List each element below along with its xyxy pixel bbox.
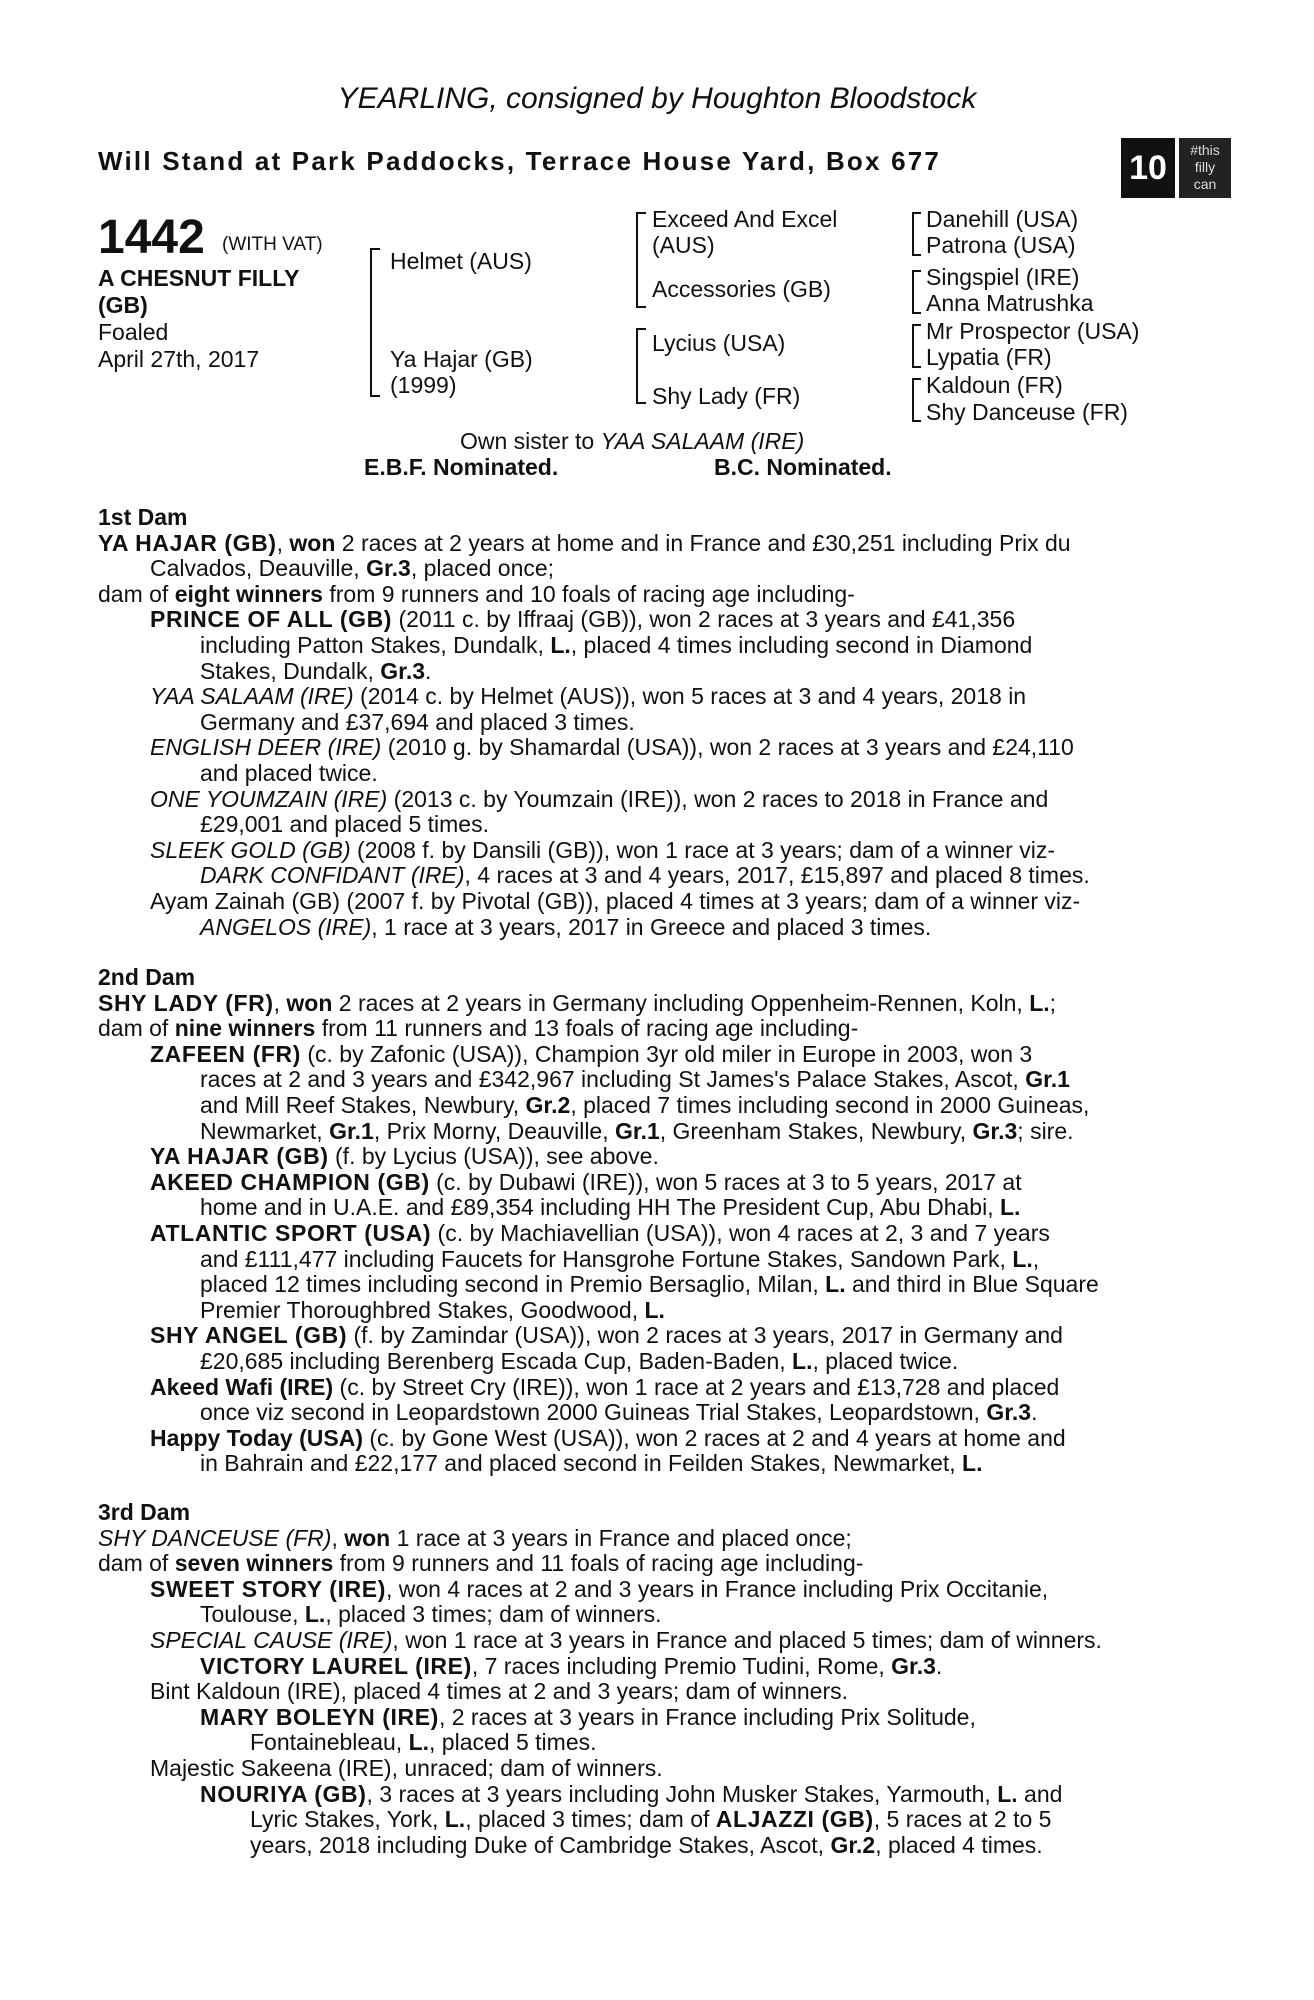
- consignment-line: YEARLING, consigned by Houghton Bloodstock: [337, 82, 977, 115]
- t: races at 2 and 3 years and £342,967 including St James's Palace Stakes, Ascot,: [200, 1066, 1026, 1093]
- t: 1 race at 3 years in France and placed once;: [390, 1524, 852, 1551]
- t: , won 1 race at 3 years in France and placed 5 times; dam of winners.: [392, 1626, 1102, 1653]
- t: , Greenham Stakes, Newbury,: [659, 1117, 973, 1144]
- t: Gr.3: [891, 1652, 936, 1679]
- t: and: [1017, 1780, 1063, 1807]
- t: from 9 runners and 10 foals of racing age including-: [322, 580, 855, 607]
- t: and third in Blue Square: [845, 1271, 1099, 1298]
- t: ,: [273, 989, 287, 1016]
- t: eight winners: [174, 580, 323, 607]
- t: , placed 5 times.: [429, 1729, 597, 1756]
- t: Gr.1: [615, 1117, 660, 1144]
- dam-line: [98, 991, 1208, 1017]
- progeny-line: [98, 1042, 1208, 1068]
- stand-location: Will Stand at Park Paddocks, Terrace House Yard, Box 677: [98, 146, 942, 176]
- bc-nomination: B.C. Nominated.: [714, 454, 892, 480]
- t: once viz second in Leopardstown 2000 Guineas Trial Stakes, Leopardstown,: [200, 1399, 987, 1426]
- progeny-line: [98, 863, 1208, 889]
- progeny-line: [98, 1451, 1208, 1477]
- t: Premier Thoroughbred Stakes, Goodwood,: [200, 1296, 645, 1323]
- t: including Patton Stakes, Dundalk,: [200, 631, 551, 658]
- t: , placed 7 times including second in 2000 Guineas,: [570, 1091, 1090, 1118]
- t: L.: [999, 1194, 1021, 1221]
- progeny-line: [98, 1272, 1208, 1298]
- pedigree-dam-sire: Lycius (USA): [652, 330, 786, 356]
- progeny-line: [98, 735, 1208, 761]
- t: .: [425, 657, 432, 684]
- progeny-line: Germany and £37,694 and placed 3 times.: [200, 708, 635, 735]
- progeny-line: [98, 838, 1208, 864]
- progeny-name: ZAFEEN (FR): [150, 1040, 301, 1067]
- t: (2011 c. by Iffraaj (GB)), won 2 races at 3 years and £41,356: [392, 606, 1016, 633]
- pedigree-ddd: Shy Danceuse (FR): [926, 399, 1128, 425]
- foaled-date: April 27th, 2017: [98, 346, 260, 372]
- second-dam-section: [98, 965, 1208, 1477]
- t: (f. by Lycius (USA)), see above.: [328, 1143, 659, 1170]
- pedigree-dsd: Lypatia (FR): [926, 344, 1052, 370]
- own-sister-name: YAA SALAAM (IRE): [600, 428, 805, 454]
- t: dam of: [98, 1550, 175, 1577]
- dam-name: SHY LADY (FR): [98, 989, 274, 1016]
- progeny-line: [98, 684, 1208, 710]
- progeny-name: ALJAZZI (GB): [715, 1806, 874, 1833]
- t: , placed twice.: [812, 1347, 959, 1374]
- progeny-line: [98, 1730, 1208, 1756]
- t: in Bahrain and £22,177 and placed second in Feilden Stakes, Newmarket,: [200, 1450, 963, 1477]
- t: seven winners: [174, 1550, 334, 1577]
- progeny-name: SLEEK GOLD (GB): [150, 836, 351, 863]
- t: Lyric Stakes, York,: [250, 1806, 445, 1833]
- progeny-name: SPECIAL CAUSE (IRE): [150, 1626, 393, 1653]
- t: Gr.2: [830, 1831, 876, 1858]
- t: and £111,477 including Faucets for Hansgrohe Fortune Stakes, Sandown Park,: [200, 1245, 1013, 1272]
- progeny-name: ONE YOUMZAIN (IRE): [150, 785, 388, 812]
- progeny-line: and placed twice.: [200, 759, 378, 786]
- progeny-name: AKEED CHAMPION (GB): [150, 1168, 430, 1195]
- lot-description: A CHESNUT FILLY: [98, 265, 300, 291]
- own-sister-prefix: Own sister to: [460, 428, 601, 454]
- progeny-line: [98, 659, 1208, 685]
- t: , 5 races at 2 to 5: [873, 1806, 1052, 1833]
- progeny-name: DARK CONFIDANT (IRE): [200, 862, 465, 889]
- pedigree-sdd: Anna Matrushka: [926, 290, 1094, 316]
- t: , 3 races at 3 years including John Musker Stakes, Yarmouth,: [366, 1780, 998, 1807]
- t: , placed 3 times; dam of winners.: [325, 1601, 662, 1628]
- t: ; sire.: [1017, 1117, 1074, 1144]
- progeny-line: Majestic Sakeena (IRE), unraced; dam of winners.: [150, 1754, 663, 1781]
- progeny-name: ENGLISH DEER (IRE): [150, 734, 382, 761]
- progeny-line: [98, 1577, 1208, 1603]
- progeny-line: [98, 1833, 1208, 1859]
- t: ;: [1049, 989, 1057, 1016]
- t: and Mill Reef Stakes, Newbury,: [200, 1091, 526, 1118]
- t: , 7 races including Premio Tudini, Rome,: [471, 1652, 892, 1679]
- progeny-line: [98, 1119, 1208, 1145]
- progeny-line: [98, 1067, 1208, 1093]
- progeny-line: [98, 1602, 1208, 1628]
- t: 2 races at 2 years in Germany including Oppenheim-Rennen, Koln,: [332, 989, 1030, 1016]
- dam-line: [98, 582, 1208, 608]
- progeny-line: Ayam Zainah (GB) (2007 f. by Pivotal (GB)), placed 4 times at 3 years; dam of a winner viz-: [150, 887, 1081, 914]
- progeny-line: [98, 1426, 1208, 1452]
- progeny-line: [98, 1247, 1208, 1273]
- ebf-nomination: E.B.F. Nominated.: [364, 454, 559, 480]
- progeny-line: [98, 633, 1208, 659]
- lot-number: 1442: [98, 211, 205, 264]
- progeny-name: Akeed Wafi (IRE): [150, 1373, 334, 1400]
- pedigree-sds: Singspiel (IRE): [926, 264, 1080, 290]
- progeny-name: SWEET STORY (IRE): [150, 1575, 386, 1602]
- t: (c. by Dubawi (IRE)), won 5 races at 3 to 5 years, 2017 at: [429, 1168, 1022, 1195]
- progeny-line: [98, 1195, 1208, 1221]
- t: , 2 races at 3 years in France including Prix Solitude,: [438, 1703, 976, 1730]
- progeny-line: Bint Kaldoun (IRE), placed 4 times at 2 and 3 years; dam of winners.: [150, 1678, 849, 1705]
- t: .: [1031, 1399, 1038, 1426]
- t: from 9 runners and 11 foals of racing age including-: [333, 1550, 864, 1577]
- t: (c. by Zafonic (USA)), Champion 3yr old miler in Europe in 2003, won 3: [300, 1040, 1033, 1067]
- progeny-line: [98, 607, 1208, 633]
- dam-line: [98, 1551, 1208, 1577]
- pedigree-dam-year: (1999): [390, 372, 457, 398]
- first-dam-section: [98, 505, 1208, 940]
- t: L.: [1012, 1245, 1033, 1272]
- t: (f. by Zamindar (USA)), won 2 races at 3 years, 2017 in Germany and: [347, 1322, 1063, 1349]
- progeny-line: £29,001 and placed 5 times.: [200, 811, 489, 838]
- t: Gr.1: [329, 1117, 374, 1144]
- t: £20,685 including Berenberg Escada Cup, Baden-Baden,: [200, 1347, 793, 1374]
- progeny-name: VICTORY LAUREL (IRE): [200, 1652, 472, 1679]
- t: ,: [331, 1524, 345, 1551]
- section-heading: 3rd Dam: [98, 1499, 191, 1525]
- badge-text-1: #this: [1190, 142, 1220, 158]
- progeny-line: [98, 1221, 1208, 1247]
- t: Gr.3: [380, 657, 426, 684]
- t: L.: [644, 1296, 665, 1323]
- this-filly-can-logo: [1179, 138, 1231, 198]
- t: , placed 4 times.: [875, 1831, 1043, 1858]
- dam-line: [98, 531, 1208, 557]
- ten-logo: 10: [1121, 138, 1175, 198]
- pedigree-brace: [912, 212, 921, 256]
- t: Gr.1: [1025, 1066, 1070, 1093]
- pedigree-ssd: Patrona (USA): [926, 232, 1076, 258]
- progeny-line: [98, 915, 1208, 941]
- pedigree-dam: Ya Hajar (GB): [390, 346, 533, 372]
- progeny-line: [98, 1298, 1208, 1324]
- progeny-name: PRINCE OF ALL (GB): [150, 606, 393, 633]
- pedigree-brace: [912, 378, 921, 422]
- pedigree-dam-dam: Shy Lady (FR): [652, 383, 801, 409]
- pedigree-sire-sire: Exceed And Excel: [652, 206, 838, 232]
- progeny-name: SHY ANGEL (GB): [150, 1322, 348, 1349]
- progeny-name: YAA SALAAM (IRE): [150, 683, 354, 710]
- t: Gr.3: [366, 555, 411, 582]
- t: Gr.3: [972, 1117, 1018, 1144]
- badge-text-3: can: [1193, 176, 1217, 192]
- dam-line: [98, 1016, 1208, 1042]
- pedigree-dds: Kaldoun (FR): [926, 372, 1063, 398]
- t: dam of: [98, 580, 175, 607]
- t: Toulouse,: [200, 1601, 305, 1628]
- t: , placed 4 times including second in Diamond: [570, 631, 1033, 658]
- t: Gr.3: [986, 1399, 1032, 1426]
- pedigree-brace: [636, 328, 646, 404]
- progeny-line: [98, 1400, 1208, 1426]
- t: L.: [997, 1780, 1018, 1807]
- dam-line: [98, 556, 1208, 582]
- progeny-name: NOURIYA (GB): [200, 1780, 367, 1807]
- t: ,: [276, 529, 290, 556]
- t: years, 2018 including Duke of Cambridge Stakes, Ascot,: [250, 1831, 831, 1858]
- pedigree-sire-dam: Accessories (GB): [652, 276, 831, 302]
- t: , Prix Morny, Deauville,: [373, 1117, 615, 1144]
- progeny-line: [98, 1323, 1208, 1349]
- t: Gr.2: [525, 1091, 571, 1118]
- progeny-line: [98, 1807, 1208, 1833]
- t: (2008 f. by Dansili (GB)), won 1 race at 3 years; dam of a winner viz-: [350, 836, 1056, 863]
- pedigree-dss: Mr Prospector (USA): [926, 318, 1140, 344]
- t: L.: [444, 1806, 466, 1833]
- pedigree-brace: [636, 212, 646, 308]
- hashtag-badge: [1121, 138, 1231, 198]
- t: home and in U.A.E. and £89,354 including HH The President Cup, Abu Dhabi,: [200, 1194, 1000, 1221]
- t: L.: [1029, 989, 1050, 1016]
- lot-description-country: (GB): [98, 292, 148, 318]
- t: Stakes, Dundalk,: [200, 657, 381, 684]
- third-dam-section: [98, 1500, 1208, 1858]
- t: Calvados, Deauville,: [150, 555, 367, 582]
- t: .: [935, 1652, 943, 1679]
- t: L.: [825, 1271, 846, 1298]
- pedigree-brace: [912, 324, 921, 368]
- t: 2 races at 2 years at home and in France and £30,251 including Prix du: [335, 529, 1071, 556]
- own-sister-line: [460, 428, 804, 455]
- t: L.: [408, 1729, 430, 1756]
- t: from 11 runners and 13 foals of racing age including-: [315, 1015, 859, 1042]
- progeny-line: [98, 1705, 1208, 1731]
- badge-text-2: filly: [1194, 159, 1216, 175]
- progeny-name: ATLANTIC SPORT (USA): [150, 1219, 432, 1246]
- progeny-name: Happy Today (USA): [150, 1424, 363, 1451]
- progeny-line: [98, 1144, 1208, 1170]
- t: (c. by Gone West (USA)), won 2 races at 2 and 4 years at home and: [362, 1424, 1066, 1451]
- t: won: [286, 989, 333, 1016]
- section-heading: 1st Dam: [98, 504, 188, 530]
- progeny-line: [98, 1375, 1208, 1401]
- pedigree-brace: [912, 270, 921, 314]
- t: (2014 c. by Helmet (AUS)), won 5 races at 3 and 4 years, 2018 in: [353, 683, 1027, 710]
- t: won: [344, 1524, 391, 1551]
- t: , placed once;: [410, 555, 555, 582]
- progeny-line: [98, 1170, 1208, 1196]
- t: L.: [792, 1347, 813, 1374]
- progeny-line: [98, 1093, 1208, 1119]
- t: ,: [1032, 1245, 1040, 1272]
- pedigree-sire-sire-country: (AUS): [652, 232, 715, 258]
- t: (2010 g. by Shamardal (USA)), won 2 races at 3 years and £24,110: [381, 734, 1074, 761]
- t: dam of: [98, 1015, 175, 1042]
- t: , 4 races at 3 and 4 years, 2017, £15,897 and placed 8 times.: [464, 862, 1090, 889]
- t: L.: [304, 1601, 326, 1628]
- progeny-line: [98, 1782, 1208, 1808]
- dam-name: SHY DANCEUSE (FR): [98, 1524, 332, 1551]
- t: , placed 3 times; dam of: [465, 1806, 716, 1833]
- section-heading: 2nd Dam: [98, 964, 196, 990]
- t: Newmarket,: [200, 1117, 330, 1144]
- t: L.: [962, 1450, 983, 1477]
- progeny-name: MARY BOLEYN (IRE): [200, 1703, 439, 1730]
- pedigree-brace: [370, 248, 380, 397]
- t: placed 12 times including second in Premio Bersaglio, Milan,: [200, 1271, 826, 1298]
- t: (c. by Street Cry (IRE)), won 1 race at 2 years and £13,728 and placed: [333, 1373, 1060, 1400]
- progeny-line: [98, 1628, 1208, 1654]
- foaled-label: Foaled: [98, 319, 169, 345]
- progeny-name: ANGELOS (IRE): [200, 913, 372, 940]
- lot-vat: (WITH VAT): [222, 234, 323, 255]
- t: (c. by Machiavellian (USA)), won 4 races at 2, 3 and 7 years: [431, 1219, 1050, 1246]
- t: Fontainebleau,: [250, 1729, 409, 1756]
- progeny-line: [98, 787, 1208, 813]
- pedigree-sire: Helmet (AUS): [390, 248, 532, 274]
- dam-line: [98, 1526, 1208, 1552]
- t: (2013 c. by Youmzain (IRE)), won 2 races to 2018 in France and: [387, 785, 1049, 812]
- t: , 1 race at 3 years, 2017 in Greece and placed 3 times.: [371, 913, 932, 940]
- progeny-name: YA HAJAR (GB): [150, 1143, 329, 1170]
- progeny-line: [98, 1654, 1208, 1680]
- pedigree-sss: Danehill (USA): [926, 206, 1079, 232]
- t: won: [289, 529, 336, 556]
- t: , won 4 races at 2 and 3 years in France including Prix Occitanie,: [385, 1575, 1049, 1602]
- dam-name: YA HAJAR (GB): [98, 529, 277, 556]
- t: L.: [550, 631, 571, 658]
- progeny-line: [98, 1349, 1208, 1375]
- t: nine winners: [174, 1015, 316, 1042]
